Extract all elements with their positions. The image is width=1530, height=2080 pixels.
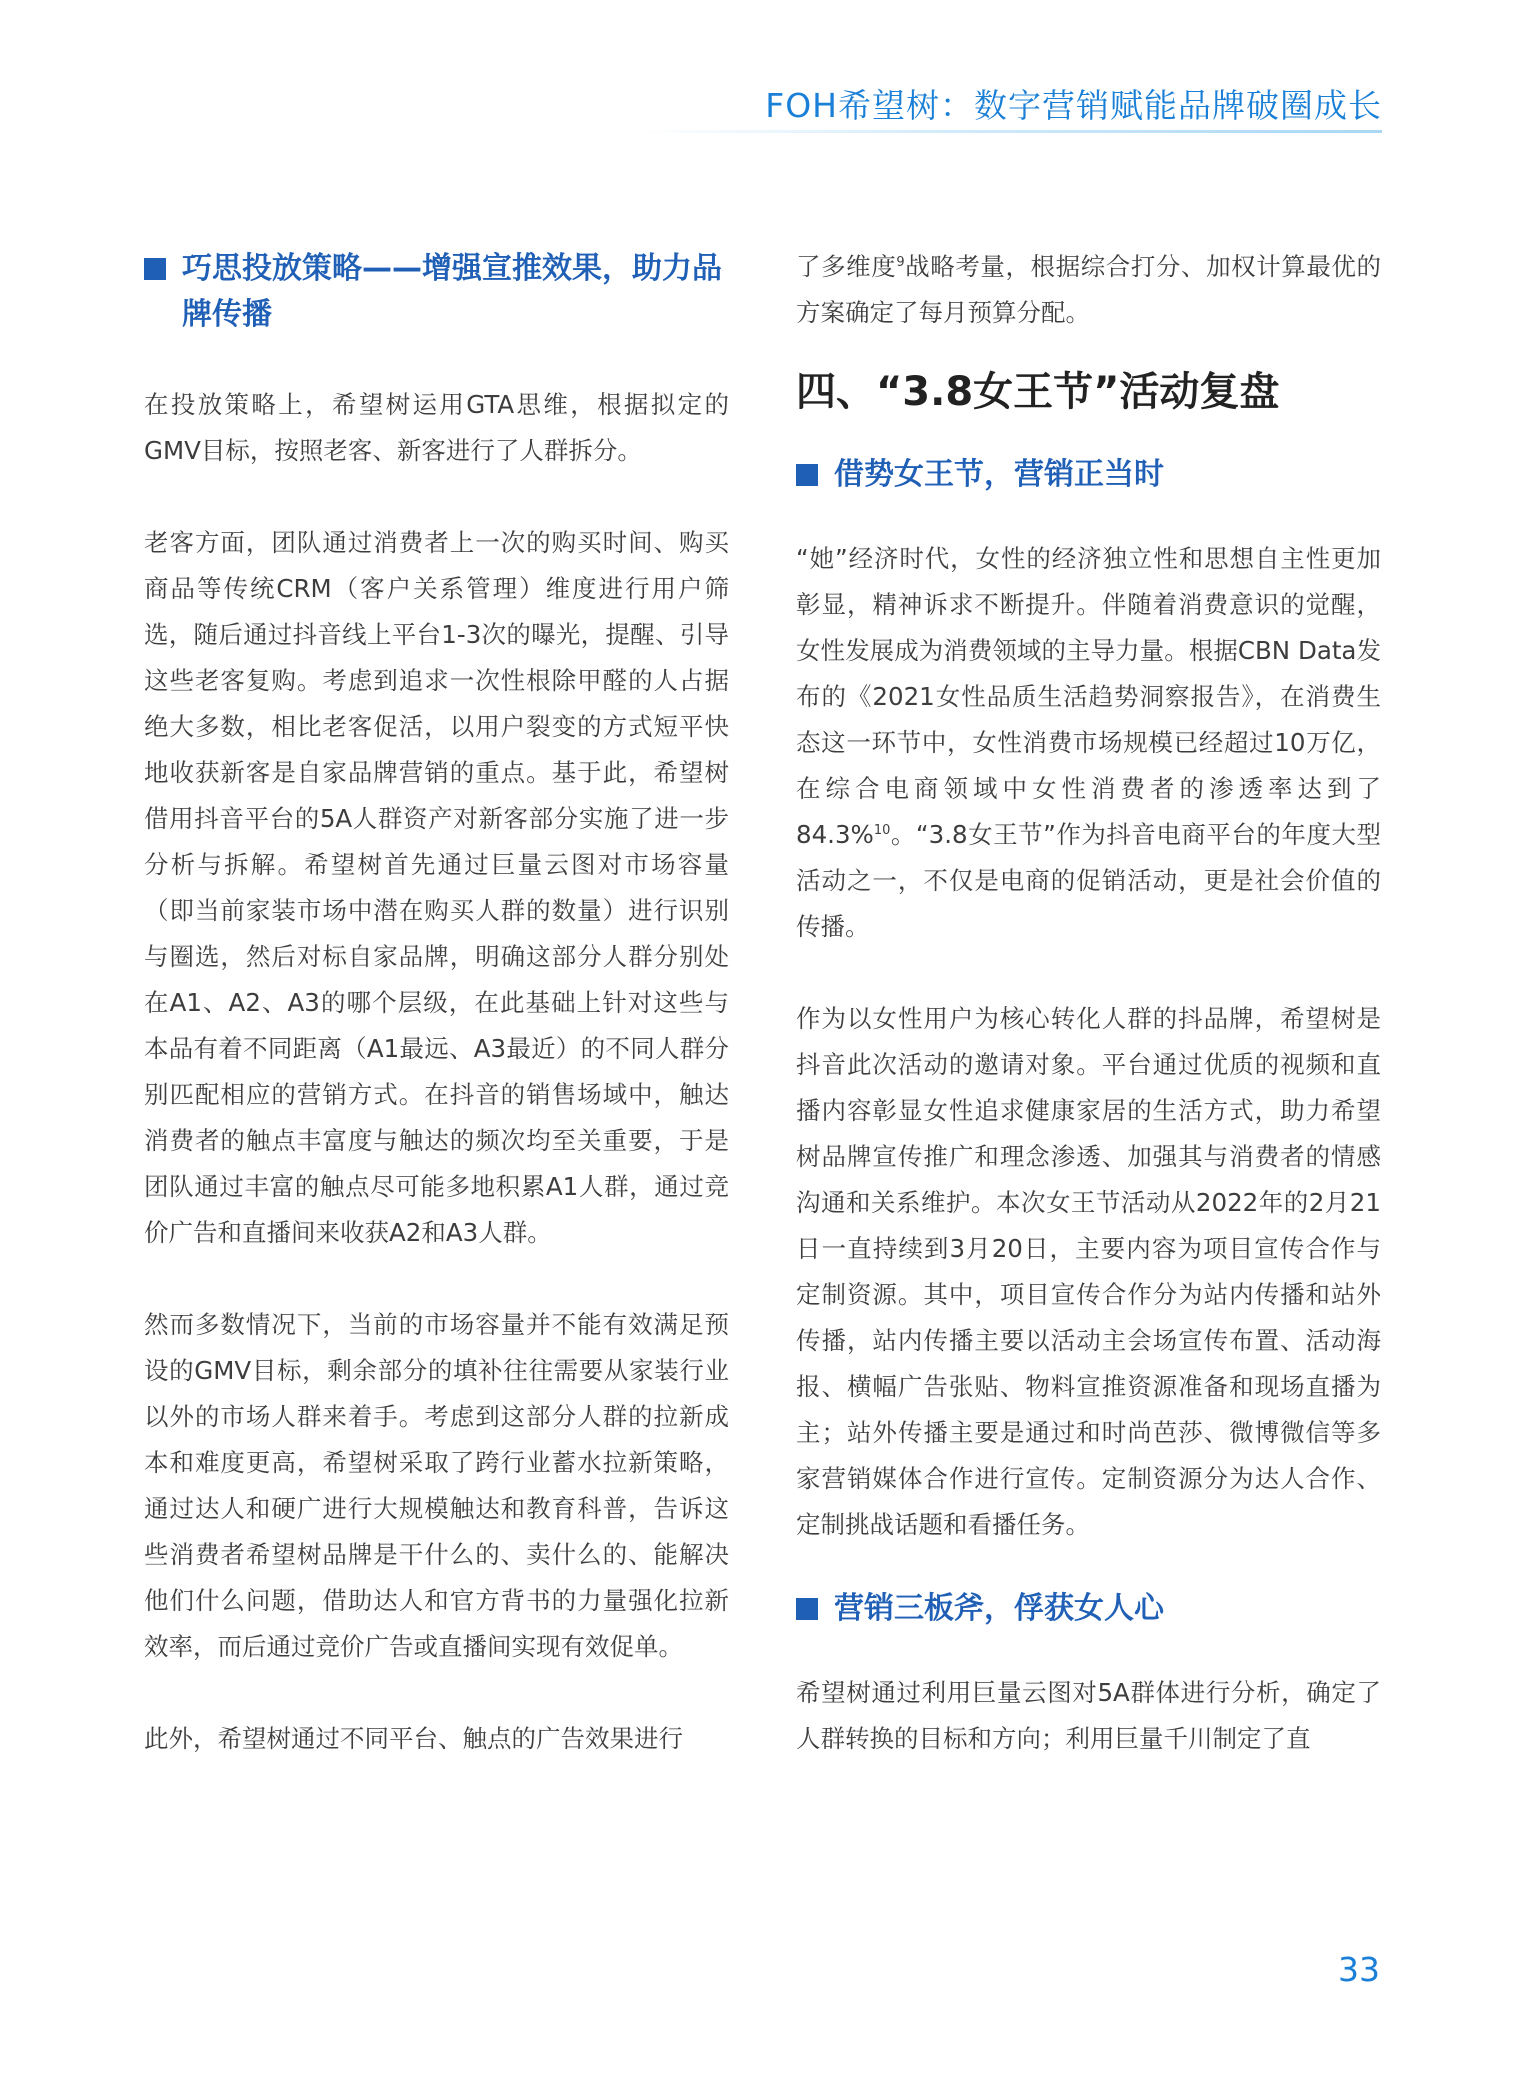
paragraph-budget-part1: 了多维度 <box>796 252 897 281</box>
paragraph-she-economy-part2: 。“3.8女王节”作为抖音电商平台的年度大型活动之一，不仅是电商的促销活动，更是社会价值的传播。 <box>796 820 1381 941</box>
paragraph-yunto-analysis: 希望树通过利用巨量云图对5A群体进行分析，确定了人群转换的目标和方向；利用巨量千川制定了直 <box>796 1678 1381 1753</box>
section-heading-text: 借势女王节，营销正当时 <box>834 457 1164 492</box>
paragraph-she-economy <box>796 536 1381 950</box>
paragraph-campaign-details: 作为以女性用户为核心转化人群的抖品牌，希望树是抖音此次活动的邀请对象。平台通过优质的视频和直播内容彰显女性追求健康家居的生活方式，助力希望树品牌宣传推广和理念渗透、加强其与消费者的情感沟通和关系维护。本次女王节活动从2022年的2月21日一直持续到3月20日，主要内容为项目宣传合作与定制资源。其中，项目宣传合作分为站内传播和站外传播，站内传播主要以活动主会场宣传布置、活动海报、横幅广告张贴、物料宣推资源准备和现场直播为主；站外传播主要是通过和时尚芭莎、微博微信等多家营销媒体合作进行宣传。定制资源分为达人合作、定制挑战话题和看播任务。 <box>796 1004 1381 1539</box>
footnote-marker: 10 <box>873 822 891 838</box>
paragraph-she-economy-part1: “她”经济时代，女性的经济独立性和思想自主性更加彰显，精神诉求不断提升。伴随着消费意识的觉醒，女性发展成为消费领域的主导力量。根据CBN Data发布的《2021女性品质生活趋势洞察报告》，在消费生态这一环节中，女性消费市场规模已经超过10万亿，在综合电商领域中女性消费者的渗透率达到了84.3% <box>796 544 1381 849</box>
paragraph-cross-industry: 然而多数情况下，当前的市场容量并不能有效满足预设的GMV目标，剩余部分的填补往往需要从家装行业以外的市场人群来着手。考虑到这部分人群的拉新成本和难度更高，希望树采取了跨行业蓄水拉新策略，通过达人和硬广进行大规模触达和教育科普，告诉这些消费者希望树品牌是干什么的、卖什么的、能解决他们什么问题，借助达人和官方背书的力量强化拉新效率，而后通过竞价广告或直播间实现有效促单。 <box>144 1310 729 1661</box>
header-divider <box>640 130 1382 133</box>
paragraph-budget <box>796 244 1381 336</box>
footnote-marker: 9 <box>896 254 905 270</box>
section-heading-text: 营销三板斧，俘获女人心 <box>834 1591 1164 1626</box>
heading-square-icon <box>144 258 166 280</box>
major-heading-campaign-review: 四、“3.8女王节”活动复盘 <box>796 369 1280 415</box>
page-number: 33 <box>1338 1950 1380 1989</box>
right-column <box>796 246 1381 1762</box>
section-heading-placement-strategy <box>144 246 729 338</box>
paragraph-budget-part2: 战略考量，根据综合打分、加权计算最优的方案确定了每月预算分配。 <box>796 252 1382 327</box>
heading-square-icon <box>796 464 818 486</box>
header-title: FOH希望树：数字营销赋能品牌破圈成长 <box>765 86 1382 125</box>
section-heading-queens-day <box>796 452 1381 498</box>
section-heading-three-axes <box>796 1586 1381 1632</box>
left-column <box>144 246 729 1762</box>
heading-square-icon <box>796 1598 818 1620</box>
section-heading-text: 巧思投放策略——增强宣推效果，助力品牌传播 <box>182 251 722 332</box>
paragraph-old-customers: 老客方面，团队通过消费者上一次的购买时间、购买商品等传统CRM（客户关系管理）维度进行用户筛选，随后通过抖音线上平台1-3次的曝光，提醒、引导这些老客复购。考虑到追求一次性根除甲醛的人占据绝大多数，相比老客促活，以用户裂变的方式短平快地收获新客是自家品牌营销的重点。基于此，希望树借用抖音平台的5A人群资产对新客部分实施了进一步分析与拆解。希望树首先通过巨量云图对市场容量（即当前家装市场中潜在购买人群的数量）进行识别与圈选，然后对标自家品牌，明确这部分人群分别处在A1、A2、A3的哪个层级，在此基础上针对这些与本品有着不同距离（A1最远、A3最近）的不同人群分别匹配相应的营销方式。在抖音的销售场域中，触达消费者的触点丰富度与触达的频次均至关重要，于是团队通过丰富的触点尽可能多地积累A1人群，通过竞价广告和直播间来收获A2和A3人群。 <box>144 528 729 1247</box>
paragraph-ad-effects: 此外，希望树通过不同平台、触点的广告效果进行 <box>144 1724 683 1753</box>
paragraph-gta: 在投放策略上，希望树运用GTA思维，根据拟定的GMV目标，按照老客、新客进行了人群拆分。 <box>144 390 729 465</box>
